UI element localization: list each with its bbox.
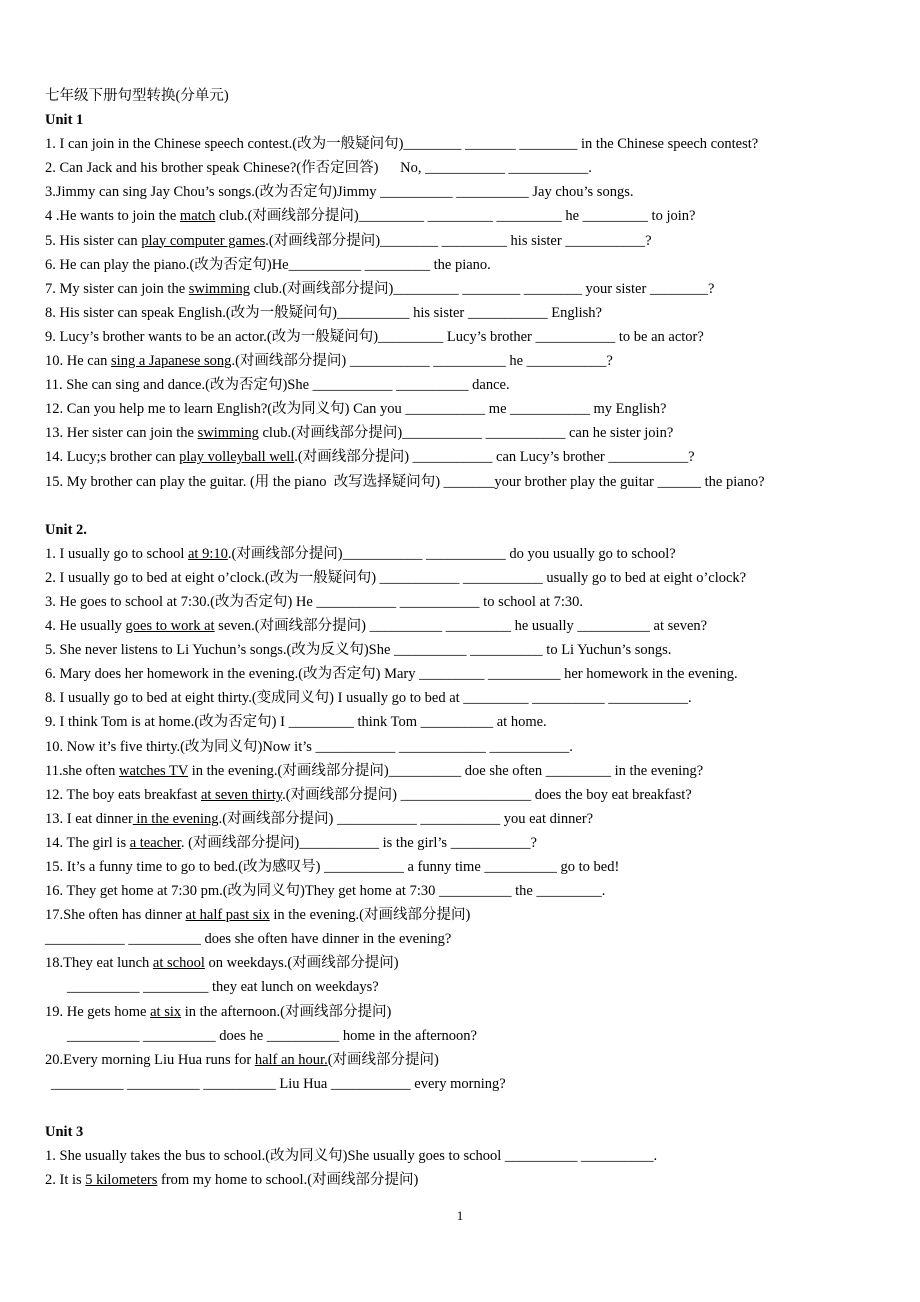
underlined-phrase: swimming xyxy=(188,280,251,297)
underlined-phrase: at six xyxy=(150,1003,182,1020)
exercise-line xyxy=(45,1168,885,1192)
exercise-text: 11. She can sing and dance.(改为否定句)She ___________ __________ dance. xyxy=(45,377,510,394)
exercise-text: 8. His sister can speak English.(改为一般疑问句)__________ his sister ___________ English? xyxy=(45,304,602,321)
exercise-text: 5. His sister can xyxy=(45,232,142,249)
underlined-phrase: at half past six xyxy=(185,907,270,924)
exercise-text: 13. I eat dinner xyxy=(45,810,133,827)
exercise-line xyxy=(45,855,885,879)
exercise-line xyxy=(45,397,885,421)
exercise-text: 9. I think Tom is at home.(改为否定句) I _________ think Tom __________ at home. xyxy=(45,714,547,731)
exercise-line xyxy=(45,229,885,253)
exercise-line xyxy=(45,1072,885,1096)
exercise-text: 14. The girl is xyxy=(45,834,130,851)
exercise-line xyxy=(45,156,885,180)
underlined-phrase: swimming xyxy=(197,425,259,442)
exercise-line xyxy=(45,710,885,734)
page-number: 1 xyxy=(456,1208,464,1223)
exercise-text: 5. She never listens to Li Yuchun’s songs.(改为反义句)She __________ __________ to Li Yuchun’s songs. xyxy=(45,642,672,659)
exercise-text: 6. Mary does her homework in the evening.(改为否定句) Mary _________ __________ her homework in the evening. xyxy=(45,666,738,683)
exercise-text: 2. I usually go to bed at eight o’clock.(改为一般疑问句) ___________ ___________ usually go to bed at eight o’clock? xyxy=(45,569,747,586)
section-spacer xyxy=(45,1096,885,1120)
exercise-text: __________ __________ __________ Liu Hua ___________ every morning? xyxy=(51,1075,506,1092)
exercise-text: 1. She usually takes the bus to school.(改为同义句)She usually goes to school __________ __________. xyxy=(45,1148,658,1165)
exercise-line xyxy=(45,831,885,855)
underlined-phrase: goes to work at xyxy=(125,618,215,635)
underlined-phrase: play computer games xyxy=(141,232,266,249)
exercise-line xyxy=(45,1144,885,1168)
exercise-text: .(对画线部分提问) ___________ ___________ you eat dinner? xyxy=(218,810,594,827)
exercise-text: .(对画线部分提问)___________ ___________ do you usually go to school? xyxy=(227,545,676,562)
exercise-text: 2. Can Jack and his brother speak Chinese?(作否定回答) No, ___________ ___________. xyxy=(45,160,592,177)
underlined-phrase: half an hour. xyxy=(254,1051,328,1068)
exercise-line xyxy=(45,204,885,228)
exercise-text: .(对画线部分提问) ___________ __________ he ___________? xyxy=(231,353,613,370)
exercise-text: 2. It is xyxy=(45,1172,86,1189)
exercise-text: 20.Every morning Liu Hua runs for xyxy=(45,1051,255,1068)
exercise-text: club.(对画线部分提问)_________ ________ ________ your sister ________? xyxy=(250,280,715,297)
exercise-line xyxy=(45,180,885,204)
units-container xyxy=(45,108,885,1192)
exercise-line xyxy=(45,349,885,373)
underlined-phrase: play volleyball well xyxy=(179,449,295,466)
exercise-text: from my home to school.(对画线部分提问) xyxy=(157,1172,419,1189)
exercise-text: .(对画线部分提问)________ _________ his sister ___________? xyxy=(265,232,652,249)
exercise-text: 14. Lucy;s brother can xyxy=(45,449,180,466)
unit-heading: Unit 1 xyxy=(45,112,84,129)
underlined-phrase: at school xyxy=(152,955,205,972)
exercise-line xyxy=(45,542,885,566)
exercise-line xyxy=(45,590,885,614)
section-spacer xyxy=(45,494,885,518)
exercise-text: 3. He goes to school at 7:30.(改为否定句) He ___________ ___________ to school at 7:30. xyxy=(45,593,584,610)
exercise-text: 10. Now it’s five thirty.(改为同义句)Now it’s ___________ ____________ ___________. xyxy=(45,738,573,755)
exercise-text: in the evening.(对画线部分提问)__________ doe she often _________ in the evening? xyxy=(188,762,704,779)
exercise-line xyxy=(45,735,885,759)
exercise-line xyxy=(45,421,885,445)
exercise-line xyxy=(45,975,885,999)
exercise-text: 4 .He wants to join the xyxy=(45,208,180,225)
exercise-line xyxy=(45,1024,885,1048)
exercise-line xyxy=(45,783,885,807)
underlined-phrase: match xyxy=(179,208,216,225)
unit-heading: Unit 3 xyxy=(45,1124,84,1141)
exercise-line xyxy=(45,759,885,783)
exercise-text: __________ _________ they eat lunch on weekdays? xyxy=(67,979,379,996)
exercise-line xyxy=(45,686,885,710)
exercise-text: club.(对画线部分提问)___________ ___________ can he sister join? xyxy=(258,425,674,442)
underlined-phrase: at 9:10 xyxy=(187,545,228,562)
exercise-line xyxy=(45,132,885,156)
underlined-phrase: sing a Japanese song xyxy=(111,353,232,370)
underlined-phrase: watches TV xyxy=(118,762,189,779)
exercise-line xyxy=(45,470,885,494)
exercise-text: 8. I usually go to bed at eight thirty.(变成同义句) I usually go to bed at _________ __________ ___________. xyxy=(45,690,692,707)
exercise-text: .(对画线部分提问) ___________ can Lucy’s brother ___________? xyxy=(294,449,695,466)
exercise-text: 6. He can play the piano.(改为否定句)He__________ _________ the piano. xyxy=(45,256,491,273)
exercise-text: in the evening.(对画线部分提问) xyxy=(269,907,471,924)
exercise-text: 12. Can you help me to learn English?(改为同义句) Can you ___________ me ___________ my English? xyxy=(45,401,667,418)
underlined-phrase: at seven thirty xyxy=(200,786,283,803)
exercise-line xyxy=(45,253,885,277)
exercise-text: (对画线部分提问) xyxy=(327,1051,439,1068)
exercise-line xyxy=(45,903,885,927)
exercise-text: . (对画线部分提问)___________ is the girl’s ___________? xyxy=(180,834,537,851)
exercise-text: 16. They get home at 7:30 pm.(改为同义句)They get home at 7:30 __________ the _________. xyxy=(45,883,606,900)
exercise-line xyxy=(45,927,885,951)
exercise-text: 13. Her sister can join the xyxy=(45,425,198,442)
exercise-line xyxy=(45,807,885,831)
exercise-text: 12. The boy eats breakfast xyxy=(45,786,201,803)
underlined-phrase: a teacher xyxy=(129,834,181,851)
exercise-text: .(对画线部分提问) __________________ does the boy eat breakfast? xyxy=(282,786,692,803)
exercise-text: 15. It’s a funny time to go to bed.(改为感叹号) ___________ a funny time __________ go to bed! xyxy=(45,859,620,875)
exercise-text: 10. He can xyxy=(45,353,112,370)
exercise-text: club.(对画线部分提问)_________ _________ _________ he _________ to join? xyxy=(215,208,696,225)
exercise-text: 3.Jimmy can sing Jay Chou’s songs.(改为否定句)Jimmy __________ __________ Jay chou’s songs. xyxy=(45,184,634,201)
unit-heading: Unit 2. xyxy=(45,521,87,538)
exercise-text: in the afternoon.(对画线部分提问) xyxy=(181,1003,392,1020)
exercise-text: 17.She often has dinner xyxy=(45,907,186,924)
exercise-text: 7. My sister can join the xyxy=(45,280,189,297)
worksheet-page xyxy=(45,84,885,1192)
underlined-phrase: in the evening xyxy=(132,810,219,827)
exercise-line xyxy=(45,445,885,469)
exercise-line xyxy=(45,951,885,975)
exercise-line xyxy=(45,373,885,397)
exercise-text: 11.she often xyxy=(45,762,119,779)
exercise-line xyxy=(45,566,885,590)
exercise-line xyxy=(45,638,885,662)
exercise-text: 1. I can join in the Chinese speech contest.(改为一般疑问句)________ _______ ________ in the Chinese speech contest? xyxy=(45,136,759,153)
exercise-line xyxy=(45,301,885,325)
exercise-text: 15. My brother can play the guitar. (用 the piano 改写选择疑问句) _______your brother play the guitar ______ the piano? xyxy=(45,473,765,490)
exercise-text: ___________ __________ does she often have dinner in the evening? xyxy=(45,931,452,948)
exercise-text: 4. He usually xyxy=(45,618,126,635)
exercise-text: __________ __________ does he __________ home in the afternoon? xyxy=(67,1027,477,1044)
exercise-line xyxy=(45,277,885,301)
exercise-text: on weekdays.(对画线部分提问) xyxy=(204,955,399,972)
exercise-line xyxy=(45,1000,885,1024)
exercise-line xyxy=(45,879,885,903)
exercise-line xyxy=(45,662,885,686)
exercise-text: seven.(对画线部分提问) __________ _________ he usually __________ at seven? xyxy=(214,618,708,635)
exercise-line xyxy=(45,325,885,349)
exercise-text: 1. I usually go to school xyxy=(45,545,188,562)
exercise-text: 19. He gets home xyxy=(45,1003,151,1020)
exercise-line xyxy=(45,614,885,638)
doc-title: 七年级下册句型转换(分单元) xyxy=(45,88,229,104)
exercise-text: 9. Lucy’s brother wants to be an actor.(改为一般疑问句)_________ Lucy’s brother ___________ to be an actor? xyxy=(45,328,704,345)
exercise-line xyxy=(45,1048,885,1072)
underlined-phrase: 5 kilometers xyxy=(85,1172,158,1189)
exercise-text: 18.They eat lunch xyxy=(45,955,153,972)
